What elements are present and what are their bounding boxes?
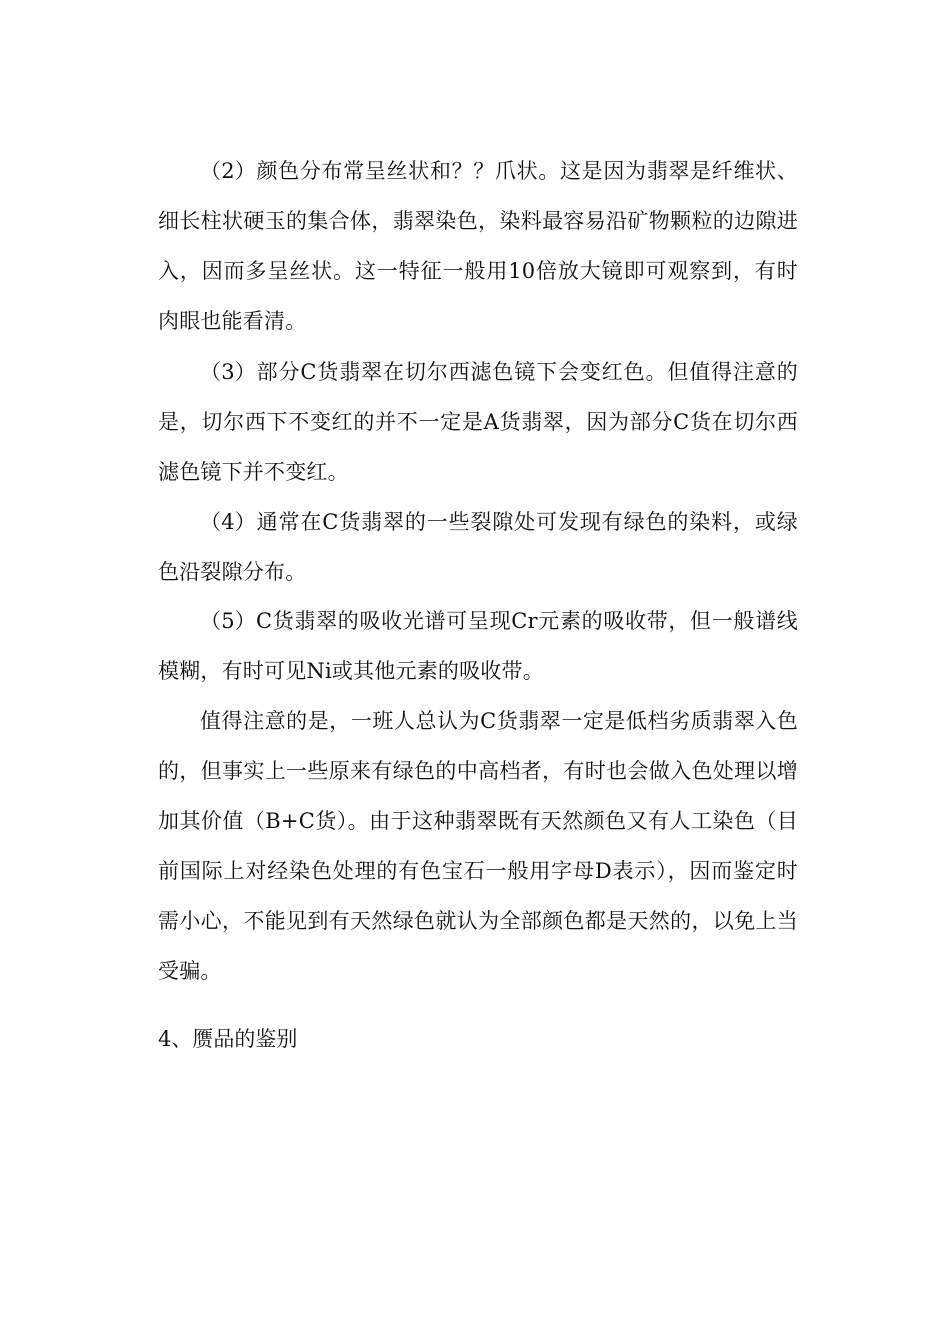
paragraph-5: [158, 596, 798, 696]
item-marker: （4）: [200, 510, 256, 534]
item-marker: （3）: [200, 360, 256, 384]
section-heading: 4、赝品的鉴别: [158, 1027, 298, 1051]
paragraph-text: 颜色分布常呈丝状和？？爪状。这是因为翡翠是纤维状、细长柱状硬玉的集合体，翡翠染色，染料最容易沿矿物颗粒的边隙进入，因而多呈丝状。这一特征一般用10倍放大镜即可观察到，有时肉眼也能看清。: [158, 159, 798, 333]
paragraph-text: C货翡翠的吸收光谱可呈现Cr元素的吸收带，但一般谱线模糊，有时可见Ni或其他元素的吸收带。: [158, 609, 798, 683]
item-marker: （2）: [200, 159, 256, 183]
item-marker: （5）: [200, 609, 256, 633]
paragraph-2: [158, 146, 798, 346]
paragraph-text: 部分C货翡翠在切尔西滤色镜下会变红色。但值得注意的是，切尔西下不变红的并不一定是A货翡翠，因为部分C货在切尔西滤色镜下并不变红。: [158, 360, 798, 484]
paragraph-text: 值得注意的是，一班人总认为C货翡翠一定是低档劣质翡翠入色的，但事实上一些原来有绿色的中高档者，有时也会做入色处理以增加其价值（B+C货）。由于这种翡翠既有天然颜色又有人工染色（目前国际上对经染色处理的有色宝石一般用字母D表示），因而鉴定时需小心，不能见到有天然绿色就认为全部颜色都是天然的，以免上当受骗。: [158, 709, 798, 983]
paragraph-4: [158, 497, 798, 597]
paragraph-3: [158, 347, 798, 497]
paragraph-text: 通常在C货翡翠的一些裂隙处可发现有绿色的染料，或绿色沿裂隙分布。: [158, 510, 798, 584]
note-paragraph: [158, 696, 798, 996]
